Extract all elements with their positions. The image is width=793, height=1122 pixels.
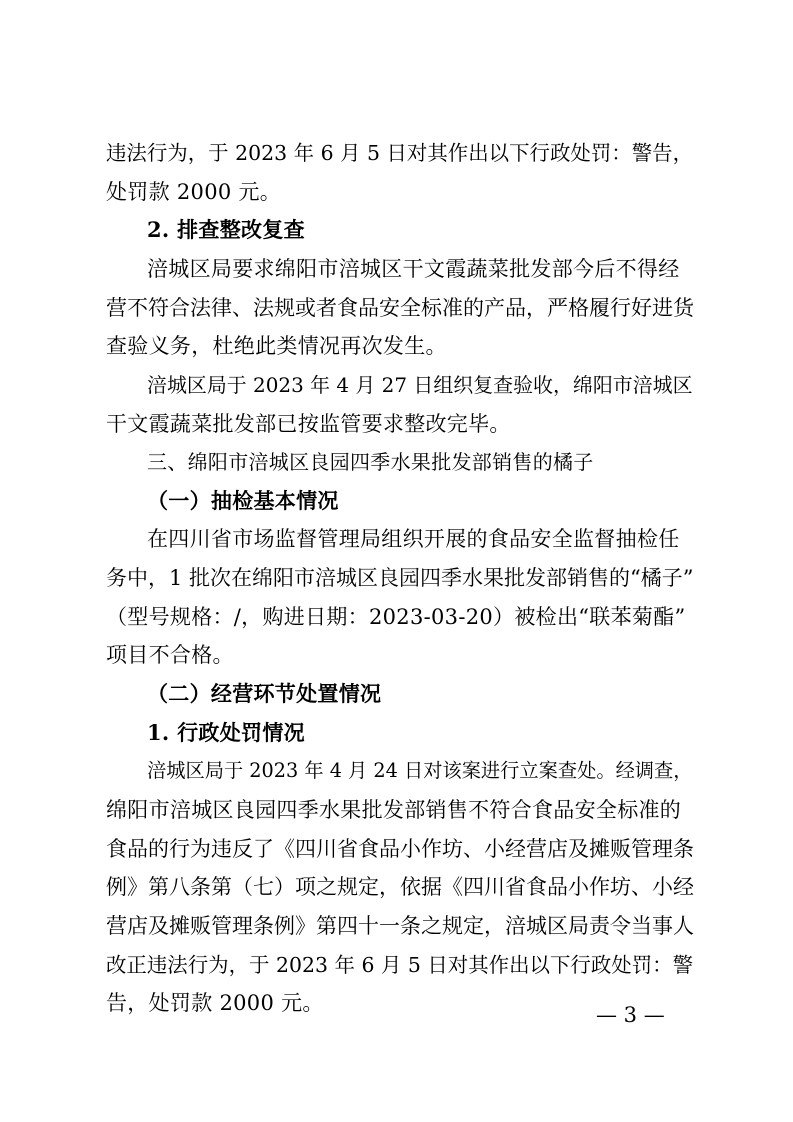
body-text-line: 处罚款 2000 元。 <box>106 180 282 204</box>
subsection-heading: （一）抽检基本情况 <box>147 488 339 513</box>
body-text-line: 查验义务，杜绝此类情况再次发生。 <box>106 334 447 358</box>
body-text-line: 告，处罚款 2000 元。 <box>106 991 324 1015</box>
body-text-line: 营店及摊贩管理条例》第四十一条之规定，涪城区局责令当事人 <box>106 914 694 938</box>
body-text-line: 食品的行为违反了《四川省食品小作坊、小经营店及摊贩管理条 <box>106 837 694 861</box>
body-text-line: 在四川省市场监督管理局组织开展的食品安全监督抽检任 <box>147 527 680 551</box>
section-heading: 1. 行政处罚情况 <box>147 720 305 745</box>
body-text-line: （型号规格：/，购进日期：2023-03-20）被检出“联苯菊酯” <box>106 605 686 629</box>
body-text-line: 改正违法行为，于 2023 年 6 月 5 日对其作出以下行政处罚：警 <box>106 953 694 977</box>
body-text-line: 涪城区局于 2023 年 4 月 24 日对该案进行立案查处。经调查， <box>147 759 693 782</box>
body-text-line: 务中，1 批次在绵阳市涪城区良园四季水果批发部销售的“橘子” <box>106 566 694 590</box>
section-heading: 2. 排查整改复查 <box>147 217 305 242</box>
body-text-line: 项目不合格。 <box>106 643 234 667</box>
subsection-heading: （二）经营环节处置情况 <box>147 681 382 706</box>
body-text-line: 干文霞蔬菜批发部已按监管要求整改完毕。 <box>106 412 511 436</box>
section-heading: 三、绵阳市涪城区良园四季水果批发部销售的橘子 <box>147 450 594 474</box>
body-text-line: 营不符合法律、法规或者食品安全标准的产品，严格履行好进货 <box>106 296 694 320</box>
body-text-line: 绵阳市涪城区良园四季水果批发部销售不符合食品安全标准的 <box>106 798 682 822</box>
body-text-line: 涪城区局于 2023 年 4 月 27 日组织复查验收，绵阳市涪城区 <box>147 373 693 397</box>
body-text-line: 违法行为，于 2023 年 6 月 5 日对其作出以下行政处罚：警告， <box>106 141 694 165</box>
body-text-line: 涪城区局要求绵阳市涪城区干文霞蔬菜批发部今后不得经 <box>147 257 680 281</box>
body-text-line: 例》第八条第（七）项之规定，依据《四川省食品小作坊、小经 <box>106 875 694 899</box>
page-number: — 3 — <box>596 1003 665 1027</box>
